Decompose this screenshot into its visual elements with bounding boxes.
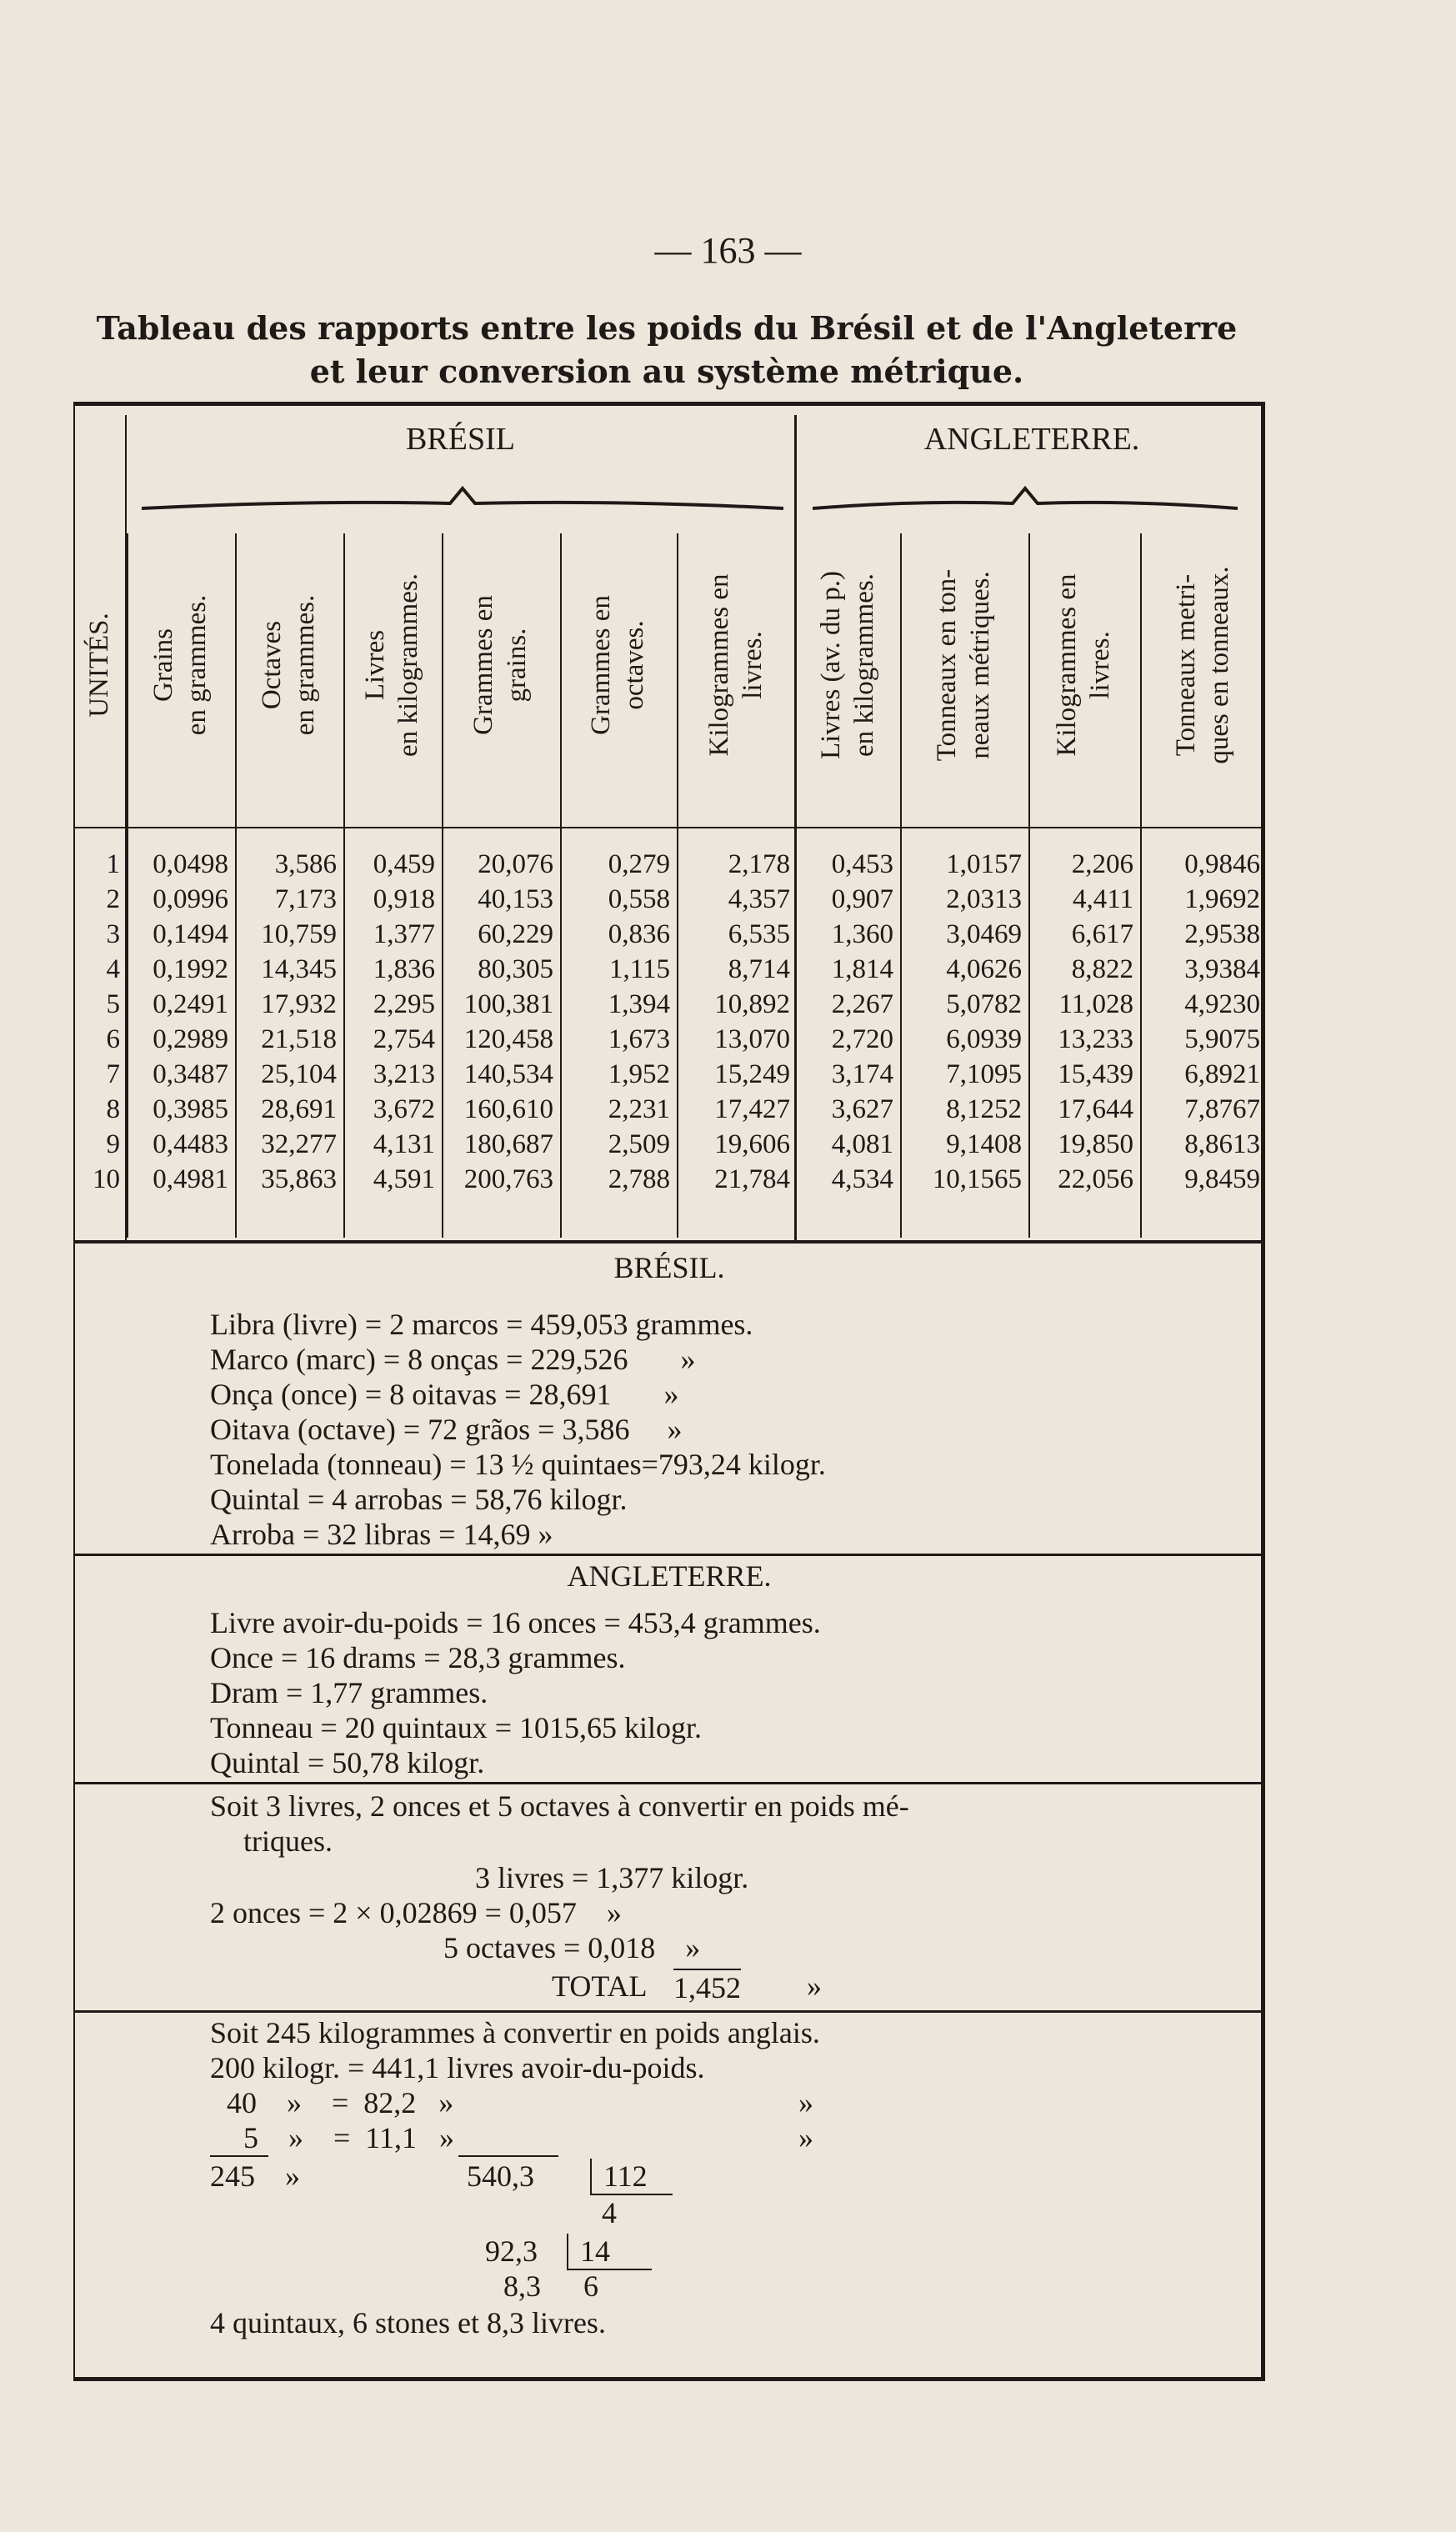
table-cell: 13,233 [1058, 1024, 1133, 1054]
table-cell: 3 [106, 919, 120, 949]
table-cell: 0,558 [608, 884, 670, 914]
table-cell: 4,0626 [946, 954, 1022, 984]
table-cell: 6,0939 [946, 1024, 1022, 1054]
table-cell: 35,863 [261, 1164, 337, 1194]
title-line-1: Tableau des rapports entre les poids du Brésil et de l'Angleterre [96, 309, 1238, 347]
table-cell: 7,1095 [946, 1059, 1022, 1089]
table-cell: 2,509 [608, 1129, 670, 1159]
column-header-label: Livres en kilogrammes. [360, 573, 423, 757]
column-header-label: Grains en grammes. [148, 594, 212, 735]
brace-bresil [142, 485, 783, 510]
page-title [50, 307, 1283, 393]
table-cell: 19,850 [1058, 1129, 1133, 1159]
example2-quotient: 4 [602, 2196, 617, 2229]
example1-total-value: 1,452 [673, 1969, 741, 2005]
group-header-bresil: BRÉSIL [406, 422, 515, 457]
column-header-label: Octaves en grammes. [257, 594, 320, 735]
table-cell: 13,070 [714, 1024, 790, 1054]
example2-conclusion: 4 quintaux, 6 stones et 8,3 livres. [210, 2306, 606, 2339]
table-cell: 8,8613 [1184, 1129, 1260, 1159]
table-cell: 22,056 [1058, 1164, 1133, 1194]
table-cell: 2,295 [373, 989, 435, 1019]
table-cell: 25,104 [261, 1059, 337, 1089]
angleterre-line: Once = 16 drams = 28,3 grammes. [210, 1641, 626, 1674]
table-cell: 1,377 [373, 919, 435, 949]
sum-rule [210, 2155, 268, 2157]
table-cell: 0,4981 [153, 1164, 228, 1194]
example1-line: 2 onces = 2 × 0,02869 = 0,057 » [210, 1896, 622, 1929]
table-cell: 1,0157 [946, 849, 1022, 879]
table-cell: 7 [106, 1059, 120, 1089]
table-cell: 0,9846 [1184, 849, 1260, 879]
table-cell: 28,691 [261, 1094, 337, 1124]
example1-line: 5 octaves = 0,018 » [443, 1931, 701, 1964]
table-cell: 1,360 [831, 919, 893, 949]
bresil-line: Tonelada (tonneau) = 13 ½ quintaes=793,24 kilogr. [210, 1448, 826, 1481]
table-cell: 4,131 [373, 1129, 435, 1159]
table-cell: 1,115 [608, 954, 670, 984]
example2-line: 200 kilogr. = 441,1 livres avoir-du-poids. [210, 2051, 705, 2084]
column-header-label: Grammes en octaves. [586, 594, 649, 735]
table-cell: 8,714 [728, 954, 790, 984]
table-cell: 0,1494 [153, 919, 228, 949]
table-cell: 3,174 [831, 1059, 893, 1089]
table-row [73, 882, 1265, 917]
column-header-label: Kilogrammes en livres. [704, 573, 768, 757]
table-row [73, 1127, 1265, 1162]
angleterre-heading: ANGLETERRE. [567, 1559, 772, 1593]
table-cell: 20,076 [478, 849, 553, 879]
column-header [560, 521, 675, 808]
table-cell: 32,277 [261, 1129, 337, 1159]
table-cell: 8,1252 [946, 1094, 1022, 1124]
table-cell: 1,836 [373, 954, 435, 984]
table-cell: 1,394 [608, 989, 670, 1019]
table-cell: 4,411 [1072, 884, 1133, 914]
bresil-heading: BRÉSIL. [613, 1251, 725, 1284]
angleterre-line: Dram = 1,77 grammes. [210, 1676, 488, 1709]
table-cell: 6,8921 [1184, 1059, 1260, 1089]
table-cell: 0,836 [608, 919, 670, 949]
column-header [797, 521, 898, 808]
bresil-line: Oitava (octave) = 72 grãos = 3,586 » [210, 1413, 683, 1446]
table-cell: 6,535 [728, 919, 790, 949]
table-cell: 60,229 [478, 919, 553, 949]
table-cell: 1 [106, 849, 120, 879]
column-header-label: Grammes en grains. [468, 594, 532, 735]
brace-angleterre [813, 485, 1238, 510]
example2-intro: Soit 245 kilogrammes à convertir en poids anglais. [210, 2016, 820, 2049]
column-header-label: Tonneaux metri- ques en tonneaux. [1171, 565, 1234, 764]
column-header-label: Livres (av. du p.) en kilogrammes. [816, 570, 879, 759]
table-cell: 17,427 [714, 1094, 790, 1124]
column-header [127, 521, 233, 808]
table-cell: 1,814 [831, 954, 893, 984]
example2-quotient: 6 [583, 2269, 598, 2303]
table-cell: 2,720 [831, 1024, 893, 1054]
column-header [900, 521, 1027, 808]
table-cell: 21,784 [714, 1164, 790, 1194]
table-cell: 4,357 [728, 884, 790, 914]
table-cell: 5 [106, 989, 120, 1019]
table-cell: 2 [106, 884, 120, 914]
table-cell: 1,9692 [1184, 884, 1260, 914]
bresil-line: Quintal = 4 arrobas = 58,76 kilogr. [210, 1483, 628, 1516]
example1-line: 3 livres = 1,377 kilogr. [475, 1861, 749, 1894]
table-cell: 2,231 [608, 1094, 670, 1124]
table-cell: 8,822 [1071, 954, 1133, 984]
table-cell: 0,1992 [153, 954, 228, 984]
table-cell: 100,381 [463, 989, 553, 1019]
table-row [73, 1092, 1265, 1127]
table-cell: 7,8767 [1184, 1094, 1260, 1124]
table-cell: 2,9538 [1184, 919, 1260, 949]
page-number: — 163 — [654, 230, 802, 271]
table-row [73, 952, 1265, 987]
column-header [1028, 521, 1138, 808]
table-cell: 2,0313 [946, 884, 1022, 914]
table-cell: 21,518 [261, 1024, 337, 1054]
example1-total-unit: » [807, 1969, 822, 2003]
table-cell: 3,627 [831, 1094, 893, 1124]
table-cell: 3,672 [373, 1094, 435, 1124]
table-cell: 0,3487 [153, 1059, 228, 1089]
table-cell: 6,617 [1071, 919, 1133, 949]
table-cell: 1,952 [608, 1059, 670, 1089]
table-cell: 9,1408 [946, 1129, 1022, 1159]
table-cell: 6 [106, 1024, 120, 1054]
table-cell: 2,178 [728, 849, 790, 879]
table-cell: 4,081 [831, 1129, 893, 1159]
angleterre-line: Livre avoir-du-poids = 16 onces = 453,4 grammes. [210, 1606, 821, 1639]
example2-sum: 245 » [210, 2159, 300, 2193]
column-header [343, 521, 440, 808]
table-cell: 2,754 [373, 1024, 435, 1054]
table-cell: 10,892 [714, 989, 790, 1019]
table-row [73, 847, 1265, 882]
section-divider [73, 1782, 1265, 1784]
example2-ditto: » [798, 2121, 813, 2154]
table-cell: 0,279 [608, 849, 670, 879]
bresil-line: Onça (once) = 8 oitavas = 28,691 » [210, 1378, 679, 1411]
bresil-line: Libra (livre) = 2 marcos = 459,053 grammes. [210, 1308, 753, 1341]
example2-remainder: 8,3 [503, 2269, 541, 2303]
table-cell: 40,153 [478, 884, 553, 914]
table-cell: 0,0996 [153, 884, 228, 914]
column-header-label: Kilogrammes en livres. [1052, 573, 1115, 757]
table-row [73, 917, 1265, 952]
table-cell: 14,345 [261, 954, 337, 984]
table-cell: 0,2491 [153, 989, 228, 1019]
table-cell: 15,249 [714, 1059, 790, 1089]
bresil-line: Marco (marc) = 8 onças = 229,526 » [210, 1343, 696, 1376]
table-cell: 0,459 [373, 849, 435, 879]
table-cell: 0,3985 [153, 1094, 228, 1124]
table-cell: 4,9230 [1184, 989, 1260, 1019]
rule-table-bottom [73, 1240, 1265, 1243]
angleterre-line: Quintal = 50,78 kilogr. [210, 1746, 485, 1779]
table-row [73, 1022, 1265, 1057]
table-cell: 19,606 [714, 1129, 790, 1159]
table-row [73, 987, 1265, 1022]
column-header [1140, 521, 1265, 808]
table-cell: 3,9384 [1184, 954, 1260, 984]
table-cell: 3,213 [373, 1059, 435, 1089]
table-cell: 9 [106, 1129, 120, 1159]
group-header-angleterre: ANGLETERRE. [923, 422, 1140, 457]
section-divider [73, 1554, 1265, 1556]
title-line-2: et leur conversion au système métrique. [309, 353, 1024, 390]
table-cell: 0,0498 [153, 849, 228, 879]
column-header [677, 521, 795, 808]
table-cell: 160,610 [463, 1094, 553, 1124]
column-header [73, 521, 125, 808]
example1-total-label: TOTAL [552, 1969, 648, 2003]
sum-rule [458, 2155, 558, 2157]
table-cell: 17,932 [261, 989, 337, 1019]
table-cell: 3,0469 [946, 919, 1022, 949]
table-cell: 5,0782 [946, 989, 1022, 1019]
rule-under-header [73, 827, 1265, 828]
table-cell: 4,591 [373, 1164, 435, 1194]
column-header [442, 521, 558, 808]
example2-line: 40 » = 82,2 » [227, 2086, 454, 2119]
table-cell: 2,788 [608, 1164, 670, 1194]
table-cell: 9,8459 [1184, 1164, 1260, 1194]
table-cell: 140,534 [463, 1059, 553, 1089]
bresil-line: Arroba = 32 libras = 14,69 » [210, 1518, 553, 1551]
table-cell: 2,267 [831, 989, 893, 1019]
example1-intro: Soit 3 livres, 2 onces et 5 octaves à convertir en poids mé- [210, 1789, 909, 1823]
table-cell: 80,305 [478, 954, 553, 984]
table-row [73, 1162, 1265, 1197]
table-cell: 0,2989 [153, 1024, 228, 1054]
table-cell: 4 [106, 954, 120, 984]
column-header [235, 521, 342, 808]
example2-sum-value: 540,3 [467, 2159, 534, 2193]
example2-divisor: 112 [590, 2159, 673, 2195]
example2-ditto: » [798, 2086, 813, 2119]
table-cell: 17,644 [1058, 1094, 1133, 1124]
table-cell: 4,534 [831, 1164, 893, 1194]
table-cell: 15,439 [1058, 1059, 1133, 1089]
table-cell: 10,1565 [932, 1164, 1022, 1194]
example2-divisor: 14 [567, 2234, 652, 2270]
table-cell: 0,907 [831, 884, 893, 914]
table-cell: 10 [93, 1164, 120, 1194]
table-cell: 3,586 [274, 849, 337, 879]
table-cell: 1,673 [608, 1024, 670, 1054]
example1-intro-cont: triques. [243, 1824, 333, 1858]
section-divider [73, 2010, 1265, 2013]
example2-remainder: 92,3 [485, 2234, 538, 2268]
table-cell: 10,759 [261, 919, 337, 949]
example2-line: 5 » = 11,1 » [243, 2121, 454, 2154]
table-cell: 180,687 [463, 1129, 553, 1159]
table-row [73, 1057, 1265, 1092]
table-cell: 2,206 [1071, 849, 1133, 879]
table-cell: 8 [106, 1094, 120, 1124]
table-cell: 0,453 [831, 849, 893, 879]
table-cell: 7,173 [274, 884, 337, 914]
column-header-label: UNITÉS. [84, 612, 114, 718]
table-cell: 11,028 [1058, 989, 1133, 1019]
table-cell: 5,9075 [1184, 1024, 1260, 1054]
table-cell: 0,918 [373, 884, 435, 914]
table-cell: 200,763 [463, 1164, 553, 1194]
angleterre-line: Tonneau = 20 quintaux = 1015,65 kilogr. [210, 1711, 703, 1744]
table-cell: 0,4483 [153, 1129, 228, 1159]
table-cell: 120,458 [463, 1024, 553, 1054]
column-header-label: Tonneaux en ton- neaux métriques. [932, 568, 995, 761]
